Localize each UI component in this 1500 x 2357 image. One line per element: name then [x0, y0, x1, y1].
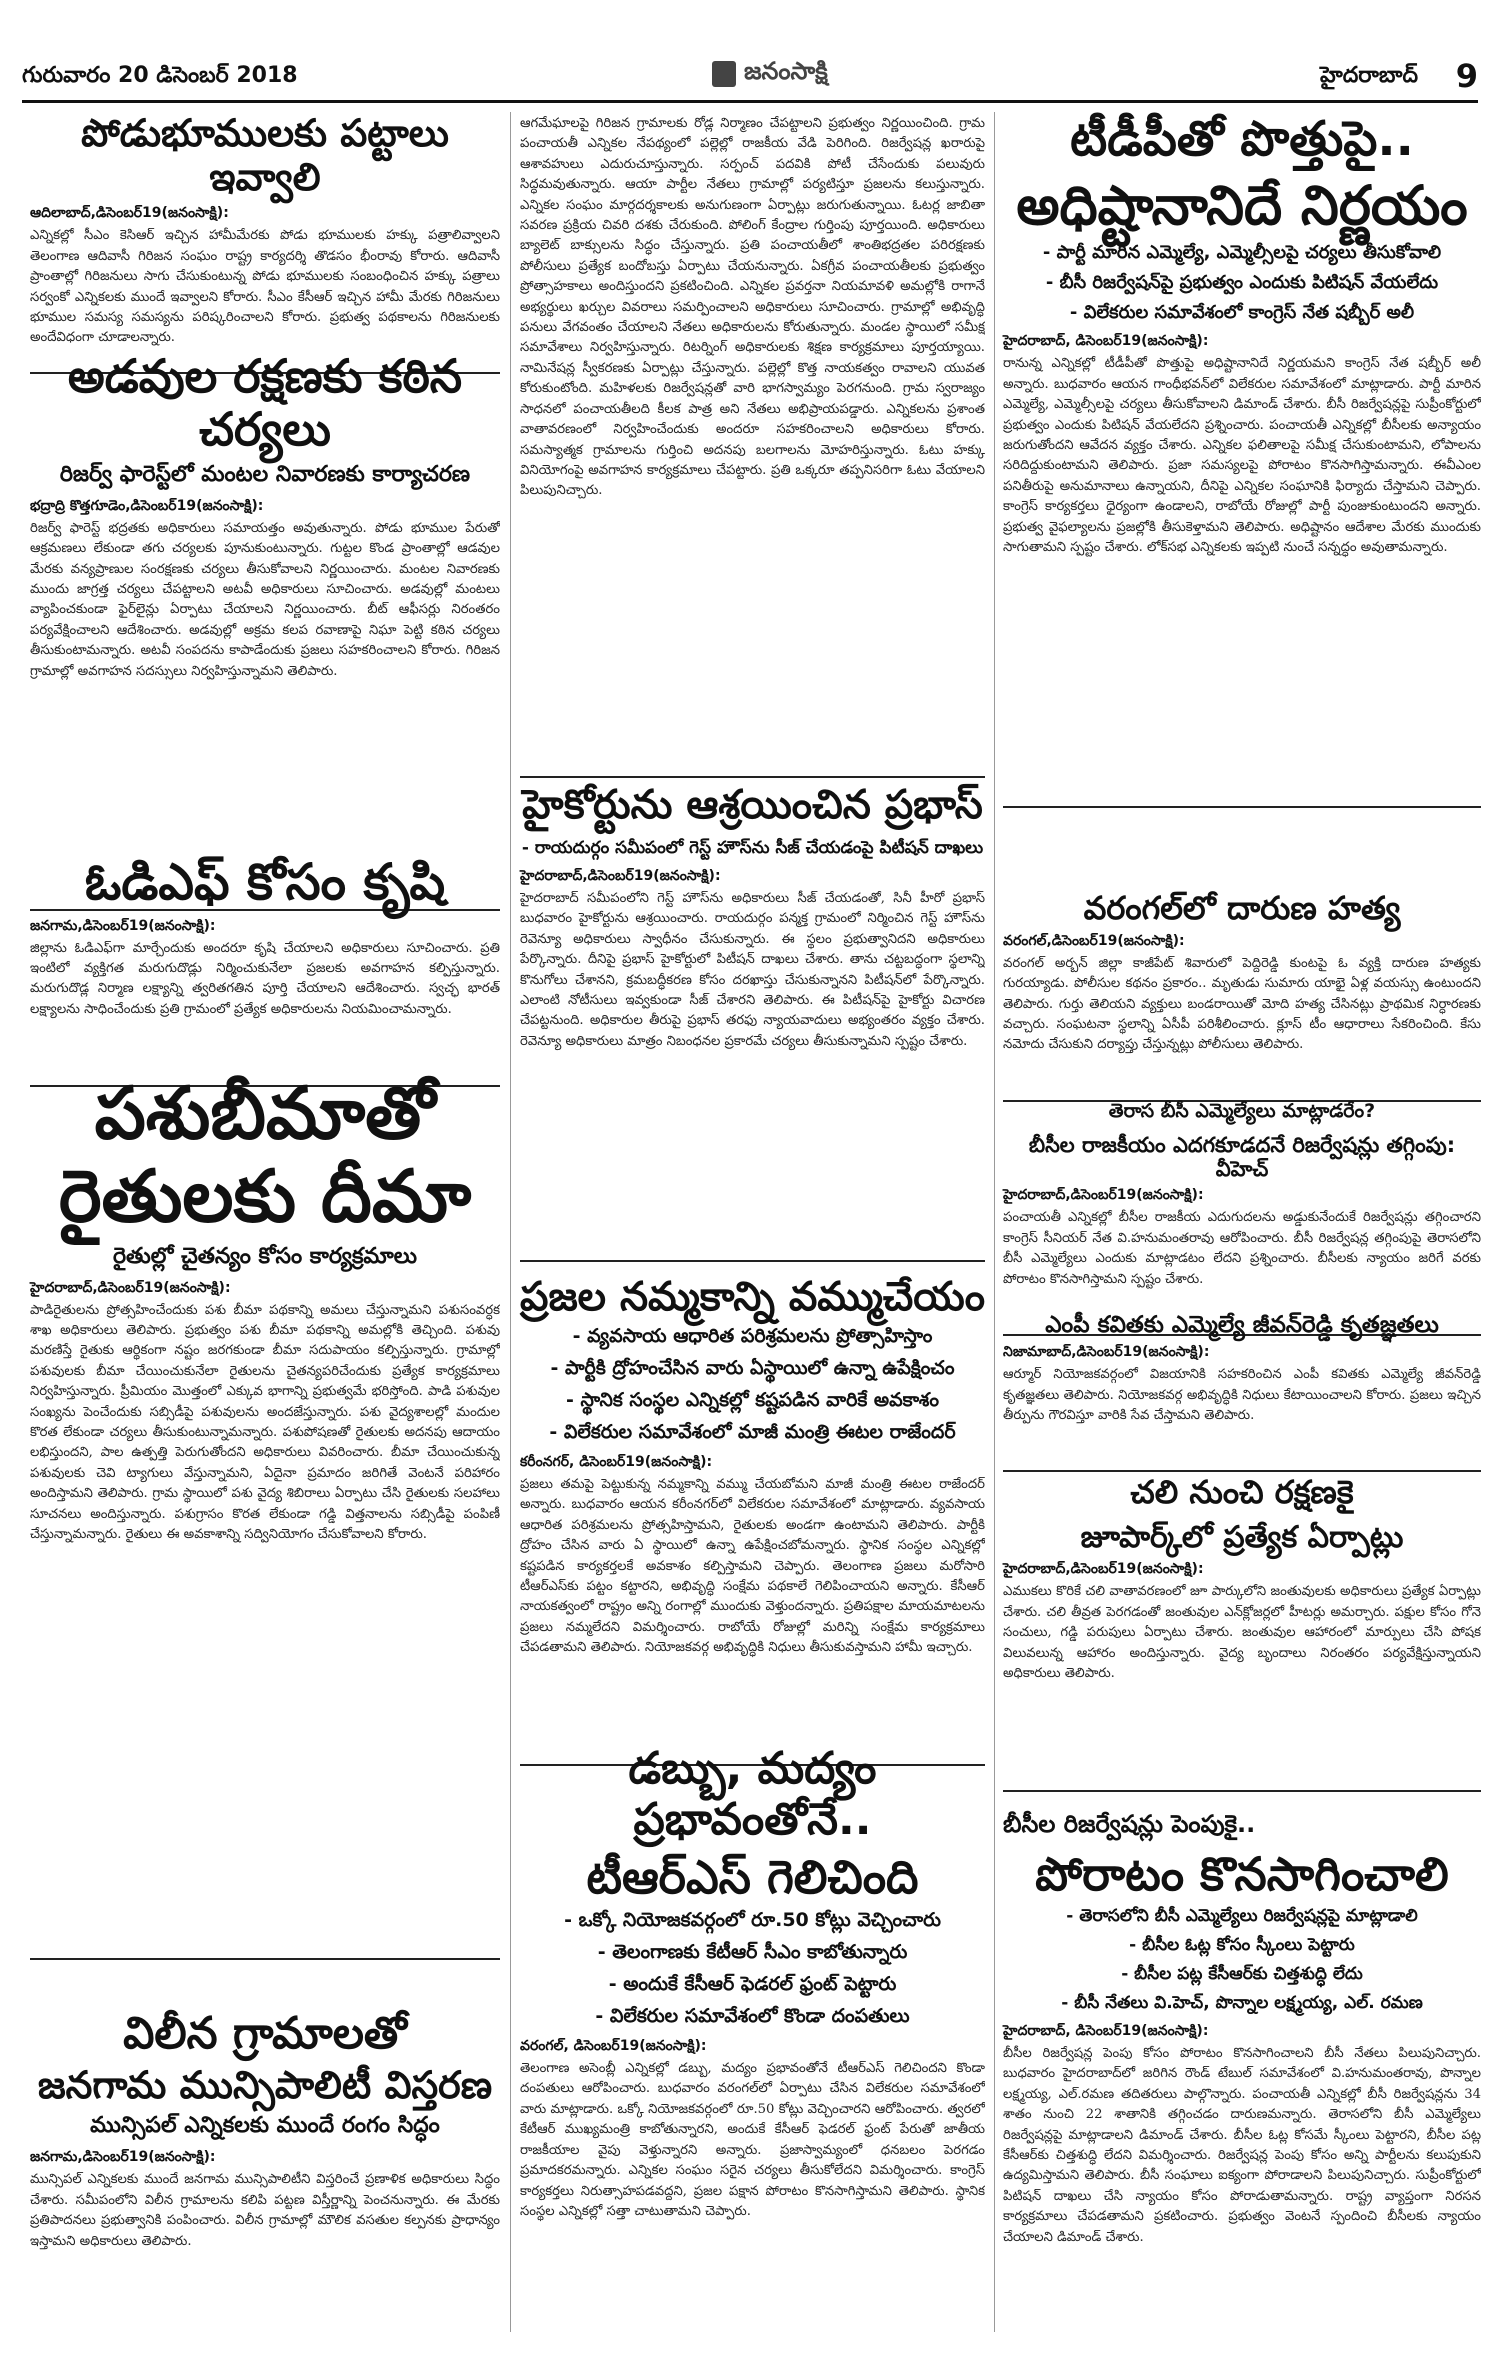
story-zoo-park-winter: [1003, 1474, 1481, 1792]
story-bullet: - విలేకరుల సమావేశంలో కాంగ్రెస్ నేత షబ్బీర్ అలీ: [1069, 302, 1415, 324]
story-livestock-insurance: [30, 1072, 500, 1960]
column-divider: [994, 112, 995, 2332]
article-body: ఆర్మూర్ నియోజకవర్గంలో విజయానికి సహకరించిన ఎంపీ కవితకు ఎమ్మెల్యే జీవన్‌రెడ్డి కృతజ్ఞతలు తెలిపారు. నియోజకవర్గ అభివృద్ధికి నిధులు కేటాయించాలని కోరారు. ప్రజలు ఇచ్చిన తీర్పును గౌరవిస్తూ వారికి సేవ చేస్తామని తెలిపారు.: [1003, 1367, 1481, 1424]
story-bullet: - పార్టీకి ద్రోహంచేసిన వారు ఏస్థాయిలో ఉన్నా ఉపేక్షించం: [550, 1357, 955, 1379]
article-body: రిజర్వ్ ఫారెస్ట్ భద్రతకు అధికారులు సమాయత్తం అవుతున్నారు. పోడు భూముల పేరుతో ఆక్రమణలు లేకుండా తగు చర్యలకు పూనుకుంటున్నారు. గుట్టల కొండ ప్రాంతాల్లో ఆడవుల మేరకు వన్యప్రాణుల సంరక్షణకు చర్యలు తీసుకోవాలని నిర్ణయించారు. మంటల నివారణకు ముందు జాగ్రత్త చర్యలు చేపట్టాలని అటవీ అధికారులు సూచించారు. అడవుల్లో మంటలు వ్యాపించకుండా ఫైర్‌లైన్లు ఏర్పాటు చేయాలని నిర్ణయించారు. బీట్ ఆఫీసర్లు నిరంతరం పర్యవేక్షించాలని ఆదేశించారు. అడవుల్లో అక్రమ కలప రవాణాపై నిఘా పెట్టి కఠిన చర్యలు తీసుకుంటామన్నారు. అటవీ సంపదను కాపాడేందుకు ప్రజలు సహకరించాలని కోరారు. గిరిజన గ్రామాల్లో అవగాహన సదస్సులు నిర్వహిస్తున్నామని తెలిపారు.: [30, 520, 500, 679]
article-body: తెలంగాణ అసెంబ్లీ ఎన్నికల్లో డబ్బు, మద్యం ప్రభావంతోనే టీఆర్ఎస్ గెలిచిందని కొండా దంపతులు ఆరోపించారు. బుధవారం వరంగల్‌లో ఏర్పాటు చేసిన విలేకరుల సమావేశంలో వారు మాట్లాడారు. ఒక్కో నియోజకవర్గంలో రూ.50 కోట్లు వెచ్చించారని ఆరోపించారు. త్వరలో కేటీఆర్ ముఖ్యమంత్రి కాబోతున్నారని, అందుకే కేసీఆర్ ఫెడరల్ ఫ్రంట్ పేరుతో జాతీయ రాజకీయాల వైపు వెళ్తున్నారని అన్నారు. ప్రజాస్వామ్యంలో ధనబలం పెరగడం ప్రమాదకరమన్నారు. ఎన్నికల సంఘం సరైన చర్యలు తీసుకోలేదని విమర్శించారు. కాంగ్రెస్ కార్యకర్తలు నిరుత్సాహపడవద్దని, ప్రజల పక్షాన పోరాటం కొనసాగిస్తామని తెలిపారు. స్థానిక సంస్థల ఎన్నికల్లో సత్తా చాటుతామని చెప్పారు.: [520, 2061, 985, 2219]
story-bullet: - స్థానిక సంస్థల ఎన్నికల్లో కష్టపడిన వారికే అవకాశం: [566, 1389, 939, 1411]
story-mla-jeevan-reddy: [1003, 1312, 1481, 1472]
dateline: జనగామ,డిసెంబర్19(జనంసాక్షి):: [30, 917, 216, 934]
story-podu-lands: [30, 112, 500, 374]
story-bullet: - బీసీల ఓట్ల కోసం స్కీంలు పెట్టారు: [1129, 1934, 1355, 1955]
story-bullet: - బీసీల పట్ల కేసీఆర్‌కు చిత్తశుద్ధి లేదు: [1121, 1963, 1363, 1984]
story-bullet: - అందుకే కేసీఆర్ ఫెడరల్ ఫ్రంట్ పెట్టారు: [608, 1973, 897, 1996]
paper-name: జనంసాక్షి: [744, 57, 828, 85]
subheadline: మున్సిపల్ ఎన్నికలకు ముందే రంగం సిద్ధం: [90, 2113, 440, 2139]
dateline: వరంగల్, డిసెంబర్19(జనంసాక్షి):: [520, 2038, 707, 2055]
headline: అడవుల రక్షణకు కఠిన చర్యలు: [67, 349, 463, 456]
story-vh-bc-reservations: [1003, 1100, 1481, 1336]
headline: పోరాటం కొనసాగించాలి: [1035, 1847, 1449, 1901]
article-body: ఎముకలు కొరికే చలి వాతావరణంలో జూ పార్కులోని జంతువులకు అధికారులు ప్రత్యేక ఏర్పాట్లు చేశారు. చలి తీవ్రత పెరగడంతో జంతువుల ఎన్‌క్లోజర్లలో హీటర్లు అమర్చారు. పక్షుల కోసం గోనె సంచులు, గడ్డి పరుపులు ఏర్పాటు చేశారు. జంతువుల ఆహారంలో మార్పులు చేసి పోషక విలువలున్న ఆహారం అందిస్తున్నారు. వైద్య బృందాలు నిరంతరం పర్యవేక్షిస్తున్నాయని అధికారులు తెలిపారు.: [1003, 1584, 1481, 1681]
headline-line-2: రైతులకు దీమా: [58, 1153, 472, 1238]
headline-line-1: చలి నుంచి రక్షణకై: [1130, 1473, 1354, 1511]
masthead: [22, 55, 1478, 103]
story-warangal-murder: [1003, 890, 1481, 1102]
story-divider: [30, 1958, 500, 1960]
article-body: మున్సిపల్ ఎన్నికలకు ముందే జనగామ మున్సిపాలిటీని విస్తరించే ప్రణాళిక అధికారులు సిద్ధం చేశారు. సమీపంలోని విలీన గ్రామాలను కలిపి పట్టణ విస్తీర్ణాన్ని పెంచనున్నారు. ఈ మేరకు ప్రతిపాదనలు ప్రభుత్వానికి పంపించారు. విలీన గ్రామాల్లో మౌలిక వసతుల కల్పనకు ప్రాధాన్యం ఇస్తామని అధికారులు తెలిపారు.: [30, 2172, 500, 2249]
issue-date: గురువారం 20 డిసెంబర్ 2018: [22, 63, 298, 88]
article-body: జిల్లాను ఓడిఎఫ్‌గా మార్చేందుకు అందరూ కృషి చేయాలని అధికారులు సూచించారు. ప్రతి ఇంటిలో వ్యక్తిగత మరుగుదొడ్లు నిర్మించుకునేలా ప్రజలకు అవగాహన కల్పిస్తున్నారు. మరుగుదొడ్ల నిర్మాణ లక్ష్యాన్ని త్వరితగతిన పూర్తి చేయాలని ఆదేశించారు. స్వచ్ఛ భారత్ లక్ష్యాలను సాధించేందుకు ప్రతి గ్రామంలో ప్రత్యేక అధికారులను నియమించామన్నారు.: [30, 940, 500, 1017]
story-bullet: - పార్టీ మారిన ఎమ్మెల్యే, ఎమ్మెల్సీలపై చర్యలు తీసుకోవాలి: [1042, 242, 1442, 264]
story-bullet: - బీసీ నేతలు వి.హెచ్, పొన్నాల లక్ష్మయ్య, ఎల్. రమణ: [1061, 1992, 1423, 2013]
dateline: కరీంనగర్, డిసెంబర్19(జనంసాక్షి):: [520, 1454, 713, 1470]
story-bullet: - వ్యవసాయ ఆధారిత పరిశ్రమలను ప్రోత్సాహిస్తాం: [572, 1325, 933, 1347]
headline: పోడుభూములకు పట్టాలు ఇవ్వాలి: [81, 111, 449, 199]
article-body: హైదరాబాద్ సమీపంలోని గెస్ట్ హౌస్‌ను అధికారులు సీజ్ చేయడంతో, సినీ హీరో ప్రభాస్ బుధవారం హైకోర్టును ఆశ్రయించారు. రాయదుర్గం పన్మక్త గ్రామంలో నిర్మించిన గెస్ట్ హౌస్‌ను రెవెన్యూ అధికారులు స్వాధీనం చేసుకున్నారు. ఈ స్థలం ప్రభుత్వానిదని అధికారులు పేర్కొన్నారు. దీనిపై ప్రభాస్ హైకోర్టులో పిటీషన్ దాఖలు చేశారు. తాను చట్టబద్ధంగా స్థలాన్ని కొనుగోలు చేశానని, క్రమబద్ధీకరణ కోసం దరఖాస్తు చేసుకున్నానని పిటీషన్‌లో పేర్కొన్నారు. ఎలాంటి నోటీసులు ఇవ్వకుండా సీజ్ చేశారని తెలిపారు. ఈ పిటీషన్‌పై హైకోర్టు విచారణ చేపట్టనుంది. అధికారుల తీరుపై ప్రభాస్ తరఫు న్యాయవాదులు అభ్యంతరం వ్యక్తం చేశారు. రెవెన్యూ అధికారులు మాత్రం నిబంధనల ప్రకారమే చర్యలు తీసుకున్నామని స్పష్టం చేశారు.: [520, 891, 985, 1049]
kicker: తెరాస బీసీ ఎమ్మెల్యేలు మాట్లాడరేం?: [1108, 1100, 1376, 1122]
article-body: ప్రజలు తమపై పెట్టుకున్న నమ్మకాన్ని వమ్ము చేయబోమని మాజీ మంత్రి ఈటల రాజేందర్ అన్నారు. బుధవారం ఆయన కరీంనగర్‌లో విలేకరుల సమావేశంలో మాట్లాడారు. వ్యవసాయ ఆధారిత పరిశ్రమలను ప్రోత్సహిస్తామని, రైతులకు అండగా ఉంటామని తెలిపారు. పార్టీకి ద్రోహం చేసిన వారు ఏ స్థాయిలో ఉన్నా ఉపేక్షించబోమన్నారు. స్థానిక సంస్థల ఎన్నికల్లో కష్టపడిన కార్యకర్తలకే అవకాశం కల్పిస్తామని చెప్పారు. తెలంగాణ ప్రజలు మరోసారి టీఆర్ఎస్‌కు పట్టం కట్టారని, అభివృద్ధి సంక్షేమ పథకాలే గెలిపించాయని అన్నారు. కేసీఆర్ నాయకత్వంలో రాష్ట్రం అన్ని రంగాల్లో ముందుకు వెళ్తుందన్నారు. ప్రతిపక్షాల మాయమాటలను ప్రజలు నమ్మలేదని విమర్శించారు. రాబోయే రోజుల్లో మరిన్ని సంక్షేమ కార్యక్రమాలు చేపడతామని తెలిపారు. నియోజకవర్గ అభివృద్ధికి నిధులు తీసుకువస్తామని హామీ ఇచ్చారు.: [520, 1477, 985, 1656]
headline-line-2: జనగామ మున్సిపాలిటీ విస్తరణ: [37, 2062, 493, 2107]
headline: హైకోర్టును ఆశ్రయించిన ప్రభాస్: [522, 782, 983, 828]
story-janagama-municipality: [30, 2009, 500, 2333]
column-divider: [510, 112, 511, 2332]
edition-city: హైదరాబాద్: [1320, 63, 1418, 88]
headline-line-1: డబ్బు, మద్యం ప్రభావంతోనే..: [628, 1743, 877, 1845]
dateline: జనగామ,డిసెంబర్19(జనంసాక్షి):: [30, 2149, 216, 2166]
kicker: బీసీల రిజర్వేషన్లు పెంపుకై..: [1003, 1810, 1256, 1838]
story-bullet: - తెరాసలోని బీసీ ఎమ్మెల్యేలు రిజర్వేషన్లపై మాట్లాడాలి: [1066, 1905, 1418, 1926]
story-bullet: - విలేకరుల సమావేశంలో కొండా దంపతులు: [595, 2005, 910, 2028]
story-divider: [1003, 1790, 1481, 1792]
subheadline: రైతుల్లో చైతన్యం కోసం కార్యక్రమాలు: [113, 1243, 417, 1269]
story-prabhas-high-court: [520, 782, 985, 1262]
headline: వరంగల్‌లో దారుణ హత్య: [1083, 889, 1401, 927]
headline-line-1: టీడీపీతో పొత్తుపై..: [1070, 111, 1414, 167]
article-body: ఆగమేఘాలపై గిరిజన గ్రామాలకు రోడ్ల నిర్మాణం చేపట్టాలని ప్రభుత్వం నిర్ణయించింది. గ్రామ పంచాయతీ ఎన్నికల నేపథ్యంలో పల్లెల్లో రాజకీయ వేడి పెరిగింది. రిజర్వేషన్ల ఖరారుపై ఆశావహులు ఎదురుచూస్తున్నారు. సర్పంచ్ పదవికి పోటీ చేసేందుకు పలువురు సిద్ధమవుతున్నారు. ఆయా పార్టీల నేతలు గ్రామాల్లో పర్యటిస్తూ ప్రజలను కలుస్తున్నారు. ఎన్నికల సంఘం మార్గదర్శకాలకు అనుగుణంగా ఏర్పాట్లు జరుగుతున్నాయి. ఓటర్ల జాబితా సవరణ ప్రక్రియ చివరి దశకు చేరుకుంది. పోలింగ్ కేంద్రాల గుర్తింపు పూర్తయింది. అధికారులు బ్యాలెట్ బాక్సులను సిద్ధం చేస్తున్నారు. ప్రతి పంచాయతీలో శాంతిభద్రతల పరిరక్షణకు పోలీసులు ప్రత్యేక బందోబస్తు ఏర్పాటు చేయనున్నారు. ఏకగ్రీవ పంచాయతీలకు ప్రభుత్వం ప్రోత్సాహకాలు అందిస్తుందని ప్రకటించింది. ఎన్నికల ప్రవర్తనా నియమావళి అమల్లోకి రాగానే అభ్యర్థులు ఖర్చుల వివరాలు సమర్పించాలని అధికారులు సూచించారు. గ్రామాల్లో అభివృద్ధి పనులు వేగవంతం చేయాలని నేతలు అధికారులను కోరుతున్నారు. మండల స్థాయిలో సమీక్ష సమావేశాలు నిర్వహిస్తున్నారు. రిటర్నింగ్ అధికారులకు శిక్షణ కార్యక్రమాలు పూర్తయ్యాయి. నామినేషన్ల స్వీకరణకు ఏర్పాట్లు చేస్తున్నారు. పల్లెల్లో కొత్త నాయకత్వం రావాలని యువత కోరుకుంటోంది. మహిళలకు రిజర్వేషన్లతో వారి భాగస్వామ్యం పెరగనుంది. గ్రామ స్వరాజ్యం సాధనలో పంచాయతీలది కీలక పాత్ర అని నేతలు అభిప్రాయపడ్డారు. ఎన్నికలను ప్రశాంత వాతావరణంలో నిర్వహించేందుకు అందరూ సహకరించాలని అధికారులు కోరారు. సమస్యాత్మక గ్రామాలను గుర్తించి అదనపు బలగాలను మోహరిస్తున్నారు. ఓటు హక్కు వినియోగంపై అవగాహన కార్యక్రమాలు చేపట్టారు. ప్రతి ఒక్కరూ తప్పనిసరిగా ఓటు వేయాలని పిలుపునిచ్చారు.: [520, 116, 985, 499]
article-body: రానున్న ఎన్నికల్లో టీడీపీతో పొత్తుపై అధిష్టానానిదే నిర్ణయమని కాంగ్రెస్ నేత షబ్బీర్ అలీ అన్నారు. బుధవారం ఆయన గాంధీభవన్‌లో విలేకరుల సమావేశంలో మాట్లాడారు. పార్టీ మారిన ఎమ్మెల్యే, ఎమ్మెల్సీలపై చర్యలు తీసుకోవాలని డిమాండ్ చేశారు. బీసీ రిజర్వేషన్లపై సుప్రీంకోర్టులో ప్రభుత్వం ఎందుకు పిటిషన్ వేయలేదని ప్రశ్నించారు. పంచాయతీ ఎన్నికల్లో బీసీలకు అన్యాయం జరుగుతోందని ఆవేదన వ్యక్తం చేశారు. ఎన్నికల ఫలితాలపై సమీక్ష చేసుకుంటామని, లోపాలను సరిదిద్దుకుంటామని తెలిపారు. ప్రజా సమస్యలపై పోరాటం కొనసాగిస్తామన్నారు. ఈవీఎంల పనితీరుపై అనుమానాలు ఉన్నాయని, దీనిపై ఎన్నికల సంఘానికి ఫిర్యాదు చేస్తామని చెప్పారు. కాంగ్రెస్ కార్యకర్తలు ధైర్యంగా ఉండాలని, రాబోయే రోజుల్లో పార్టీ పుంజుకుంటుందని అన్నారు. ప్రభుత్వ వైఫల్యాలను ప్రజల్లోకి తీసుకెళ్తామని తెలిపారు. అధిష్టానం ఆదేశాల మేరకు ముందుకు సాగుతామని స్పష్టం చేశారు. లోక్‌సభ ఎన్నికలకు ఇప్పటి నుంచే సన్నద్ధం అవుతామన్నారు.: [1003, 356, 1481, 555]
dateline: హైదరాబాద్,డిసెంబర్19(జనంసాక్షి):: [520, 868, 721, 884]
dateline: హైదరాబాద్, డిసెంబర్19(జనంసాక్షి):: [1003, 2022, 1209, 2039]
headline: బీసీల రాజకీయం ఎదగకూడదనే రిజర్వేషన్లు తగ్గింపు: వీహెచ్: [1028, 1133, 1456, 1182]
logo-mark-icon: [712, 61, 736, 87]
story-konda-couple: [520, 1744, 985, 2357]
story-bc-reservation-struggle: [1003, 1810, 1481, 2357]
story-bullet: - రాయదుర్గం సమీపంలో గెస్ట్ హౌస్‌ను సీజ్ చేయడంపై పిటీషన్ దాఖలు: [521, 838, 984, 858]
story-divider: [520, 1260, 985, 1262]
story-bullet: - బీసీ రిజర్వేషన్‌పై ప్రభుత్వం ఎందుకు పిటిషన్ వేయలేదు: [1045, 272, 1439, 294]
dateline: హైదరాబాద్, డిసెంబర్19(జనంసాక్షి):: [1003, 333, 1209, 350]
headline: ఎంపీ కవితకు ఎమ్మెల్యే జీవన్‌రెడ్డి కృతజ్ఞతలు: [1045, 1312, 1439, 1338]
story-tdp-alliance: [1003, 112, 1481, 808]
dateline: నిజామాబాద్,డిసెంబర్19(జనంసాక్షి):: [1003, 1344, 1210, 1361]
headline-line-2: జూపార్క్‌లో ప్రత్యేక ఏర్పాట్లు: [1080, 1519, 1404, 1555]
subheadline: రిజర్వ్ ఫారెస్ట్‌లో మంటల నివారణకు కార్యాచరణ: [59, 461, 471, 487]
headline-line-2: అధిష్టానానిదే నిర్ణయం: [1016, 174, 1468, 238]
dateline: హైదరాబాద్,డిసెంబర్19(జనంసాక్షి):: [30, 1279, 231, 1296]
page-number: 9: [1455, 57, 1478, 95]
headline: ప్రజల నమ్మకాన్ని వమ్ముచేయం: [520, 1274, 985, 1320]
dateline: హైదరాబాద్,డిసెంబర్19(జనంసాక్షి):: [1003, 1561, 1204, 1578]
dateline: ఆదిలాబాద్,డిసెంబర్19(జనంసాక్షి):: [30, 205, 229, 222]
article-body: పాడిరైతులను ప్రోత్సహించేందుకు పశు బీమా పథకాన్ని అమలు చేస్తున్నామని పశుసంవర్ధక శాఖ అధికారులు తెలిపారు. ప్రభుత్వం పశు బీమా పథకాన్ని అమల్లోకి తెచ్చింది. పశువు మరణిస్తే రైతుకు ఆర్థికంగా నష్టం జరగకుండా బీమా సదుపాయం కల్పిస్తున్నారు. గ్రామాల్లో పశువులకు బీమా చేయించుకునేలా రైతులను చైతన్యపరిచేందుకు ప్రత్యేక కార్యక్రమాలు నిర్వహిస్తున్నారు. ప్రీమియం మొత్తంలో ఎక్కువ భాగాన్ని ప్రభుత్వమే భరిస్తోంది. పాడి పశువుల సంఖ్యను పెంచేందుకు సబ్సిడీపై పశువులను అందజేస్తున్నారు. పశు వైద్యశాలల్లో మందుల కొరత లేకుండా చర్యలు తీసుకుంటున్నామన్నారు. పశుపోషణతో రైతులకు అదనపు ఆదాయం లభిస్తుందని, పాల ఉత్పత్తి పెరుగుతోందని అధికారులు వివరించారు. బీమా చేయించుకున్న పశువులకు చెవి ట్యాగులు వేస్తున్నామని, ఏదైనా ప్రమాదం జరిగితే వెంటనే పరిహారం అందిస్తామని తెలిపారు. గ్రామ స్థాయిలో పశు వైద్య శిబిరాలు ఏర్పాటు చేసి రైతులకు సలహాలు సూచనలు అందిస్తున్నారు. పశుగ్రాసం కొరత లేకుండా గడ్డి విత్తనాలను సబ్సిడీపై పంపిణీ చేస్తున్నామన్నారు. రైతులు ఈ అవకాశాన్ని సద్వినియోగం చేసుకోవాలని కోరారు.: [30, 1302, 500, 1543]
headline-line-1: విలీన గ్రామాలతో: [123, 2008, 407, 2059]
dateline: వరంగల్,డిసెంబర్19(జనంసాక్షి):: [1003, 932, 1185, 949]
story-divider: [1003, 806, 1481, 808]
story-forest-protection: [30, 350, 500, 911]
article-body: పంచాయతీ ఎన్నికల్లో బీసీల రాజకీయ ఎదుగుదలను అడ్డుకునేందుకే రిజర్వేషన్లు తగ్గించారని కాంగ్రెస్ సీనియర్ నేత వి.హనుమంతరావు ఆరోపించారు. బీసీ రిజర్వేషన్ల తగ్గింపుపై తెరాసలోని బీసీ ఎమ్మెల్యేలు ఎందుకు మాట్లాడటం లేదని ప్రశ్నించారు. బీసీలకు న్యాయం జరిగే వరకు పోరాటం కొనసాగిస్తామని స్పష్టం చేశారు.: [1003, 1210, 1481, 1287]
headline-line-2: టీఆర్ఎస్ గెలిచింది: [586, 1850, 919, 1905]
story-bullet: - విలేకరుల సమావేశంలో మాజీ మంత్రి ఈటల రాజేందర్: [549, 1421, 956, 1443]
article-body: బీసీల రిజర్వేషన్ల పెంపు కోసం పోరాటం కొనసాగించాలని బీసీ నేతలు పిలుపునిచ్చారు. బుధవారం హైదరాబాద్‌లో జరిగిన రౌండ్ టేబుల్ సమావేశంలో వి.హనుమంతరావు, పొన్నాల లక్ష్మయ్య, ఎల్.రమణ తదితరులు పాల్గొన్నారు. పంచాయతీ ఎన్నికల్లో బీసీ రిజర్వేషన్లను 34 శాతం నుంచి 22 శాతానికి తగ్గించడం దారుణమన్నారు. తెరాసలోని బీసీ ఎమ్మెల్యేలు రిజర్వేషన్లపై మాట్లాడాలని డిమాండ్ చేశారు. బీసీల ఓట్ల కోసమే స్కీంలు పెట్టారని, బీసీల పట్ల కేసీఆర్‌కు చిత్తశుద్ధి లేదని విమర్శించారు. రిజర్వేషన్ల పెంపు కోసం అన్ని పార్టీలను కలుపుకుని ఉద్యమిస్తామని తెలిపారు. బీసీ సంఘాలు ఐక్యంగా పోరాడాలని పిలుపునిచ్చారు. సుప్రీంకోర్టులో పిటిషన్ దాఖలు చేసి న్యాయం కోసం పోరాడుతామన్నారు. రాష్ట్ర వ్యాప్తంగా నిరసన కార్యక్రమాలు చేపడతామని ప్రకటించారు. ప్రభుత్వం వెంటనే స్పందించి బీసీలకు న్యాయం చేయాలని డిమాండ్ చేశారు.: [1003, 2045, 1481, 2245]
story-panchayat-continued: [520, 112, 985, 778]
paper-logo: [712, 57, 828, 91]
dateline: భద్రాద్రి కొత్తగూడెం,డిసెంబర్19(జనంసాక్షి):: [30, 497, 264, 514]
story-bullet: - తెలంగాణకు కేటీఆర్ సీఎం కాబోతున్నారు: [597, 1941, 908, 1964]
story-eatala-rajender: [520, 1274, 985, 1766]
article-body: వరంగల్ అర్బన్ జిల్లా కాజీపేట్ శివారులో పెద్దిరెడ్డి కుంటపై ఓ వ్యక్తి దారుణ హత్యకు గురయ్యాడు. పోలీసుల కథనం ప్రకారం.. మృతుడు సుమారు యాభై ఏళ్ల వయస్సు ఉంటుందని తెలిపారు. గుర్తు తెలియని వ్యక్తులు బండరాయితో మోది హత్య చేసినట్లు ప్రాథమిక నిర్ధారణకు వచ్చారు. సంఘటనా స్థలాన్ని ఏసీపీ పరిశీలించారు. క్లూస్ టీం ఆధారాలు సేకరించింది. కేసు నమోదు చేసుకుని దర్యాప్తు చేస్తున్నట్లు పోలీసులు తెలిపారు.: [1003, 955, 1481, 1053]
dateline: హైదరాబాద్,డిసెంబర్19(జనంసాక్షి):: [1003, 1187, 1204, 1204]
story-divider: [520, 776, 985, 778]
story-bullet: - ఒక్కో నియోజకవర్గంలో రూ.50 కోట్లు వెచ్చించారు: [564, 1909, 941, 1932]
article-body: ఎన్నికల్లో సీఎం కెసిఆర్ ఇచ్చిన హామీమేరకు పోడు భూములకు హక్కు పత్రాలివ్వాలని తెలంగాణ ఆదివాసీ గిరిజన సంఘం రాష్ట్ర కార్యదర్శి తొడసం భీంరావు కోరారు. ఆదివాసీ ప్రాంతాల్లో గిరిజనులు సాగు చేసుకుంటున్న పోడు భూములకు సంబంధించిన హక్కు పత్రాలు సర్వంకో ఎన్నికలకు ముందే ఇవ్వాలని కోరారు. సీఎం కేసీఆర్ ఇచ్చిన హామీ మేరకు గిరిజనులు భూముల సమస్య సమస్యను పరిష్కరించాలని కోరారు. ప్రభుత్వ పథకాలను గిరిజనులకు అందేవిధంగా చూడాలన్నారు.: [30, 228, 500, 346]
headline: ఓడిఎఫ్ కోసం కృషి: [84, 853, 446, 911]
headline-line-1: పశుబీమాతో: [94, 1071, 436, 1155]
story-odf: [30, 854, 500, 1087]
